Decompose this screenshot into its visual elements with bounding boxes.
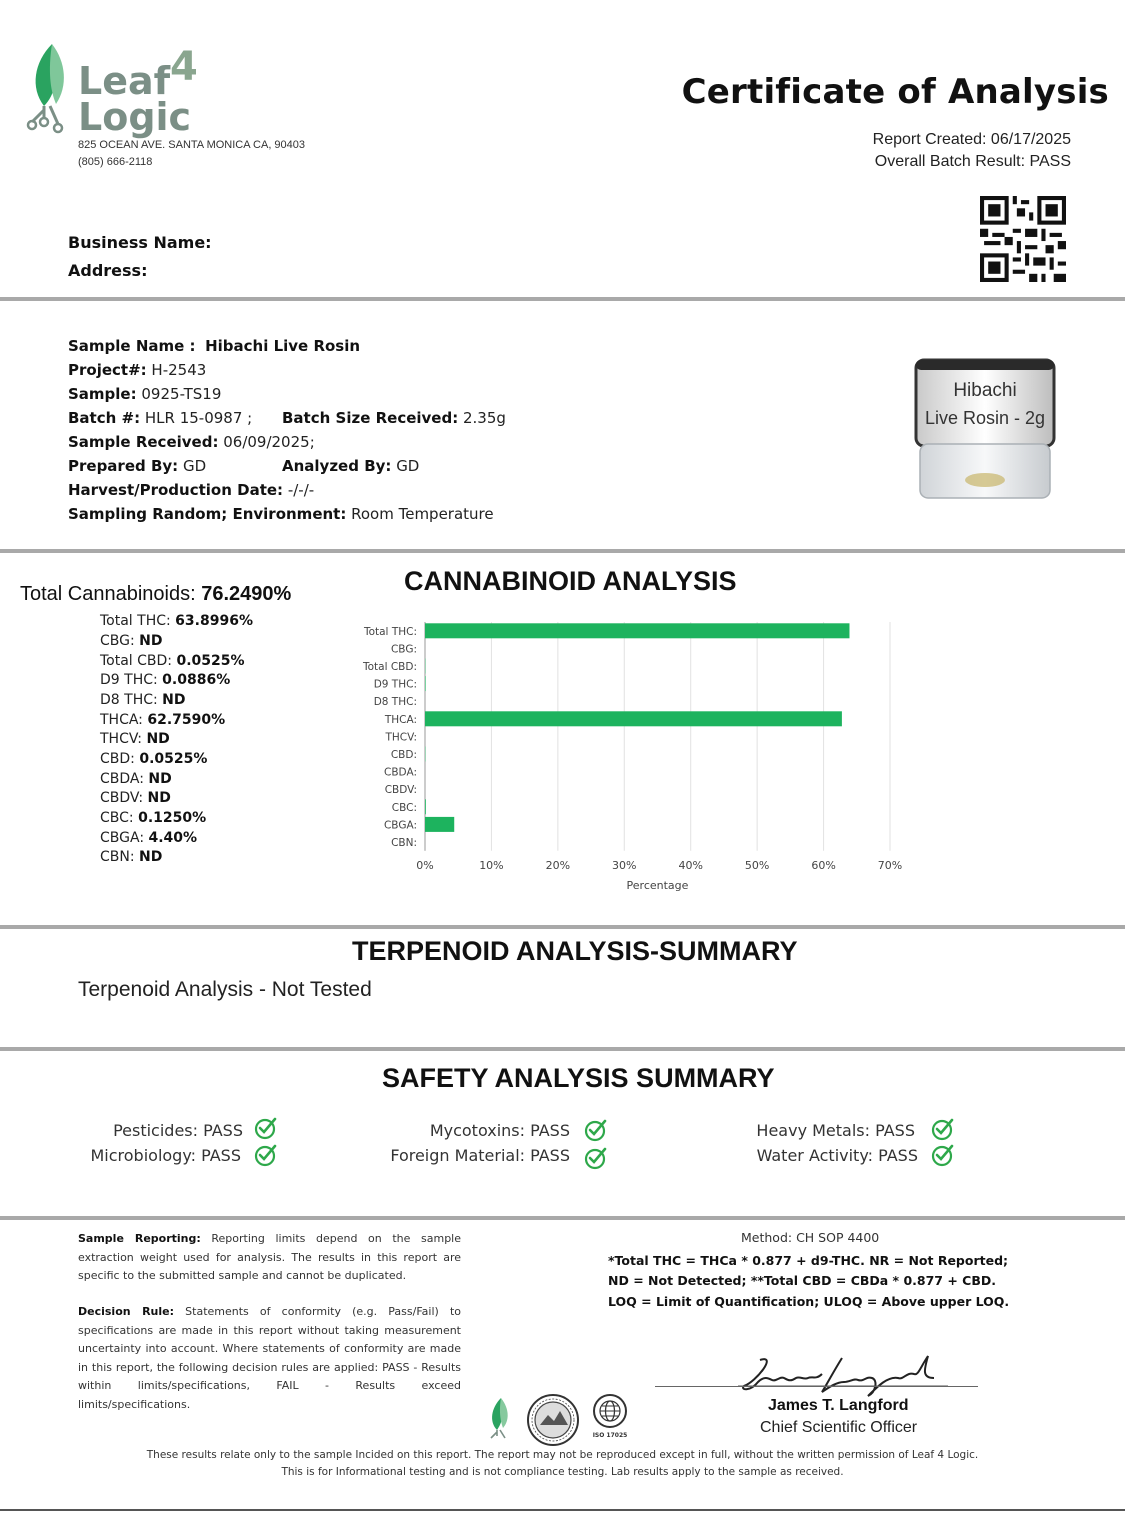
safety-item-pesticides: Pesticides: PASS xyxy=(113,1121,243,1140)
analyzed-value: GD xyxy=(396,457,420,475)
overall-batch-result: Overall Batch Result: PASS xyxy=(874,153,1071,170)
x-tick-label: 30% xyxy=(612,858,637,872)
logo-number: 4 xyxy=(170,44,198,90)
decision-rule-paragraph xyxy=(78,1303,461,1414)
jar-label-line1: Hibachi xyxy=(953,380,1017,401)
harvest-label: Harvest/Production Date: xyxy=(68,481,284,499)
cannabinoid-value: 0.0525% xyxy=(176,653,245,669)
y-category-label: D9 THC: xyxy=(373,678,417,691)
divider xyxy=(0,1047,1125,1051)
signer-name: James T. Langford xyxy=(768,1397,909,1414)
cannabinoid-row xyxy=(100,692,186,708)
batch-label: Batch #: xyxy=(68,409,141,427)
cannabinoid-row xyxy=(100,790,171,806)
signature-line xyxy=(655,1386,978,1387)
y-category-label: THCA: xyxy=(384,713,417,726)
cannabinoid-value: 63.8996% xyxy=(175,613,253,629)
y-category-label: CBG: xyxy=(390,643,417,656)
bar xyxy=(425,676,426,691)
cannabinoid-value: 0.0525% xyxy=(139,751,208,767)
cannabinoid-row xyxy=(100,810,206,826)
cannabinoid-value: ND xyxy=(148,771,172,787)
total-cannabinoids-label: Total Cannabinoids: xyxy=(20,583,196,605)
pass-check-icon xyxy=(584,1146,608,1170)
safety-item-heavy-metals: Heavy Metals: PASS xyxy=(756,1121,915,1140)
logo-word-leaf: Leaf xyxy=(78,59,171,103)
sample-name-value: Hibachi Live Rosin xyxy=(205,337,361,355)
terpenoid-note: Terpenoid Analysis - Not Tested xyxy=(78,978,372,1001)
jar-label-line2: Live Rosin - 2g xyxy=(924,408,1046,428)
business-name-label: Business Name: xyxy=(68,233,212,252)
analyzed-label: Analyzed By: xyxy=(282,457,392,475)
sampling-value: Room Temperature xyxy=(351,505,494,523)
disclaimer-line-2: This is for Informational testing and is not compliance testing. Lab results apply to the sample as received. xyxy=(281,1466,844,1478)
cannabinoid-label: CBDV: xyxy=(100,790,144,806)
x-axis-title: Percentage xyxy=(626,878,689,892)
method-text: Method: CH SOP 4400 xyxy=(741,1230,880,1245)
cannabinoid-row xyxy=(100,633,163,649)
cannabinoid-label: D8 THC: xyxy=(100,692,158,708)
cannabinoid-value: 4.40% xyxy=(148,830,198,846)
cannabinoid-label: THCV: xyxy=(100,731,143,747)
x-tick-label: 70% xyxy=(877,858,903,872)
safety-section-title: SAFETY ANALYSIS SUMMARY xyxy=(382,1063,775,1093)
batch-value: HLR 15-0987 ; xyxy=(144,409,253,427)
total-cannabinoids xyxy=(20,583,291,606)
pass-check-icon xyxy=(254,1116,278,1140)
y-category-label: THCV: xyxy=(385,731,417,744)
y-category-label: CBD: xyxy=(390,749,417,761)
cannabinoid-section-title: CANNABINOID ANALYSIS xyxy=(404,566,737,596)
signature-image xyxy=(738,1352,948,1398)
document-title: Certificate of Analysis xyxy=(681,72,1109,112)
received-value: 06/09/2025; xyxy=(223,433,315,451)
sample-id-value: 0925-TS19 xyxy=(141,385,222,403)
x-tick-label: 50% xyxy=(744,858,770,872)
cannabinoid-label: D9 THC: xyxy=(100,672,158,688)
bar xyxy=(425,799,426,814)
pass-check-icon xyxy=(931,1143,955,1167)
sample-reporting-label: Sample Reporting: xyxy=(78,1232,201,1245)
y-category-label: CBN: xyxy=(391,837,417,849)
decision-rule-text: Statements of conformity (e.g. Pass/Fail) to specifications are made in this report without taking measurement uncertainty into account. Where statements of conformity are made in this report, the following decision rules are applied: PASS - Results within limits/specifications, FAIL - Results exceed limits/specifications. xyxy=(78,1305,461,1411)
disclaimer-line-1: These results relate only to the sample Incided on this report. The report may not be reproduced except in full, without the written permission of Leaf 4 Logic. xyxy=(146,1449,979,1461)
sampling-row xyxy=(68,505,494,523)
bar xyxy=(425,623,849,638)
qr-code-icon[interactable] xyxy=(980,196,1066,282)
cannabinoid-value: ND xyxy=(147,790,171,806)
terpenoid-section-title: TERPENOID ANALYSIS-SUMMARY xyxy=(352,936,798,966)
sampling-label: Sampling Random; Environment: xyxy=(68,505,347,523)
batch-size-row xyxy=(282,409,506,427)
y-category-label: CBDV: xyxy=(384,784,417,797)
project-value: H-2543 xyxy=(151,361,207,379)
received-row xyxy=(68,433,315,451)
cannabinoid-label: Total CBD: xyxy=(100,653,173,669)
y-category-label: Total CBD: xyxy=(362,661,417,673)
sample-id-row xyxy=(68,385,221,403)
cannabinoid-label: CBG: xyxy=(100,633,135,649)
sample-name-row xyxy=(68,337,360,355)
pass-check-icon xyxy=(254,1143,278,1167)
footnote-line-3: LOQ = Limit of Quantification; ULOQ = Above upper LOQ. xyxy=(608,1294,1010,1309)
iso-badge-text: ISO 17025 xyxy=(592,1432,628,1439)
prepared-label: Prepared By: xyxy=(68,457,179,475)
leaf-logo-icon xyxy=(22,40,82,140)
batch-size-label: Batch Size Received: xyxy=(282,409,459,427)
company-logo xyxy=(22,40,352,170)
cannabinoid-value: ND xyxy=(139,633,163,649)
safety-item-microbiology: Microbiology: PASS xyxy=(90,1146,241,1165)
safety-item-mycotoxins: Mycotoxins: PASS xyxy=(429,1121,570,1140)
cannabinoid-value: 62.7590% xyxy=(147,712,226,728)
cannabinoid-row xyxy=(100,771,172,787)
project-row xyxy=(68,361,206,379)
safety-item-water-activity: Water Activity: PASS xyxy=(756,1146,918,1165)
cannabinoid-row xyxy=(100,830,197,846)
company-address: 825 OCEAN AVE. SANTA MONICA CA, 90403 xyxy=(78,139,306,151)
x-tick-label: 20% xyxy=(545,858,571,872)
divider xyxy=(0,1216,1125,1220)
y-category-label: Total THC: xyxy=(363,625,417,638)
leaf-badge-icon xyxy=(486,1396,516,1440)
cannabinoid-row xyxy=(100,751,207,767)
cannabinoid-value: ND xyxy=(146,731,170,747)
y-category-label: CBGA: xyxy=(383,819,417,832)
y-category-label: CBDA: xyxy=(384,766,417,779)
prepared-value: GD xyxy=(182,457,207,475)
footnote-line-2: ND = Not Detected; **Total CBD = CBDa * 0.877 + CBD. xyxy=(608,1273,996,1288)
received-label: Sample Received: xyxy=(68,433,219,451)
pass-check-icon xyxy=(931,1117,955,1141)
cannabinoid-label: CBD: xyxy=(100,751,135,767)
cannabinoid-row xyxy=(100,653,245,669)
analyzed-row xyxy=(282,457,419,475)
address-label: Address: xyxy=(68,261,148,280)
x-tick-label: 60% xyxy=(811,858,836,872)
cannabinoid-label: CBDA: xyxy=(100,771,144,787)
cannabinoid-value: ND xyxy=(139,849,163,865)
prepared-row xyxy=(68,457,206,475)
safety-item-foreign-material: Foreign Material: PASS xyxy=(390,1146,570,1165)
footnote-line-1: *Total THC = THCa * 0.877 + d9-THC. NR = Not Reported; xyxy=(608,1253,1009,1268)
y-category-label: CBC: xyxy=(391,801,417,814)
report-created: Report Created: 06/17/2025 xyxy=(872,131,1071,148)
cannabinoid-label: CBGA: xyxy=(100,830,145,846)
x-tick-label: 10% xyxy=(479,858,504,872)
project-label: Project#: xyxy=(68,361,147,379)
signer-title: Chief Scientific Officer xyxy=(760,1419,918,1436)
cannabinoid-label: CBN: xyxy=(100,849,135,865)
cannabinoid-row xyxy=(100,849,162,865)
cannabinoid-value: 0.0886% xyxy=(162,672,231,688)
cannabinoid-value: ND xyxy=(162,692,186,708)
cannabinoid-row xyxy=(100,613,253,629)
sample-reporting-text: Reporting limits depend on the sample extraction weight used for analysis. The results in this report are specific to the submitted sample and cannot be duplicated. xyxy=(78,1232,462,1282)
divider xyxy=(0,549,1125,553)
sample-reporting-paragraph xyxy=(78,1230,461,1286)
cannabinoid-row xyxy=(100,712,225,728)
x-tick-label: 40% xyxy=(678,858,703,872)
product-photo xyxy=(912,358,1058,504)
company-phone: (805) 666-2118 xyxy=(78,156,153,168)
y-category-label: D8 THC: xyxy=(373,696,417,709)
pass-check-icon xyxy=(584,1118,608,1142)
harvest-row xyxy=(68,481,314,499)
cannabinoid-label: CBC: xyxy=(100,810,134,826)
batch-row xyxy=(68,409,252,427)
cannabinoid-value: 0.1250% xyxy=(138,810,207,826)
harvest-value: -/-/- xyxy=(287,481,315,499)
decision-rule-label: Decision Rule: xyxy=(78,1305,175,1318)
batch-size-value: 2.35g xyxy=(463,409,506,427)
cannabinoid-bar-chart xyxy=(340,618,920,898)
sample-id-label: Sample: xyxy=(68,385,137,403)
sample-name-label: Sample Name : xyxy=(68,337,196,355)
cannabinoid-label: Total THC: xyxy=(100,613,171,629)
cannabinoid-row xyxy=(100,672,230,688)
x-tick-label: 0% xyxy=(416,858,434,872)
bar xyxy=(425,711,842,726)
logo-word-logic: Logic xyxy=(78,95,192,139)
state-seal-icon xyxy=(526,1393,580,1447)
bar xyxy=(425,817,454,832)
total-cannabinoids-value: 76.2490% xyxy=(201,583,292,605)
cannabinoid-row xyxy=(100,731,170,747)
cannabinoid-label: THCA: xyxy=(100,712,143,728)
divider xyxy=(0,925,1125,929)
page-bottom-border xyxy=(0,1509,1125,1511)
divider xyxy=(0,297,1125,301)
